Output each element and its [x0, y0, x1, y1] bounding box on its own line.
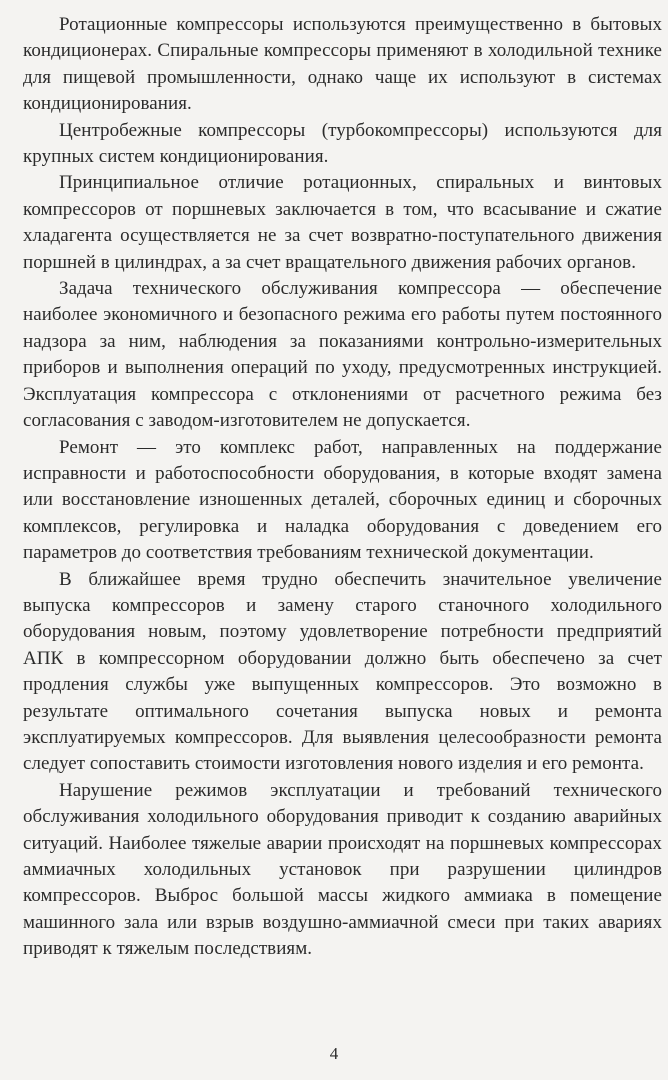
paragraph-service-life: В ближайшее время трудно обеспечить значительное увеличение выпуска компрессоров и замену старого станочного холодильного оборудования новым, поэтому удовлетворение потребности предприятий АПК в компрессорном оборудовании должно быть обеспечено за счет продления службы уже выпущенных компрессоров. Это возможно в результате оптимального сочетания выпуска новых и ремонта эксплуатируемых компрессоров. Для выявления целесообразности ремонта следует сопоставить стоимости изготовления нового изделия и его ремонта. — [23, 568, 662, 775]
paragraph-emergency-situations: Нарушение режимов эксплуатации и требований технического обслуживания холодильного оборудования приводит к созданию аварийных ситуаций. Наиболее тяжелые аварии происходят на поршневых компрессорах аммиачных холодильных установок при разрушении цилиндров компрессоров. Выброс большой массы жидкого аммиака в помещение машинного зала или взрыв воздушно-аммиачной смеси при таких авариях приводят к тяжелым последствиям. — [23, 779, 662, 960]
paragraph-rotary-compressors: Ротационные компрессоры используются преимущественно в бытовых кондиционерах. Спиральные компрессоры применяют в холодильной технике для пищевой промышленности, однако чаще их используют в системах кондиционирования. — [23, 14, 662, 115]
page-number: 4 — [329, 1044, 339, 1063]
paragraph-repair-definition: Ремонт — это комплекс работ, направленных на поддержание исправности и работоспособности оборудования, в которые входят замена или восстановление изношенных деталей, сборочных единиц и сборочных комплексов, регулировка и наладка оборудования с доведением его параметров до соответствия требованиям технической документации. — [23, 436, 662, 564]
paragraph-principal-difference: Принципиальное отличие ротационных, спиральных и винтовых компрессоров от поршневых заключается в том, что всасывание и сжатие хладагента осуществляется не за счет возвратно-поступательного движения поршней в цилиндрах, а за счет вращательного движения рабочих органов. — [23, 172, 662, 273]
body-text — [23, 12, 662, 963]
paragraph-centrifugal-compressors: Центробежные компрессоры (турбокомпрессоры) используются для крупных систем кондиционирования. — [23, 119, 662, 168]
paragraph-maintenance-task: Задача технического обслуживания компрессора — обеспечение наиболее экономичного и безопасного режима его работы путем постоянного надзора за ним, наблюдения за показаниями контрольно-измерительных приборов и выполнения операций по уходу, предусмотренных инструкцией. Эксплуатация компрессора с отклонениями от расчетного режима без согласования с заводом-изготовителем не допускается. — [23, 278, 662, 432]
